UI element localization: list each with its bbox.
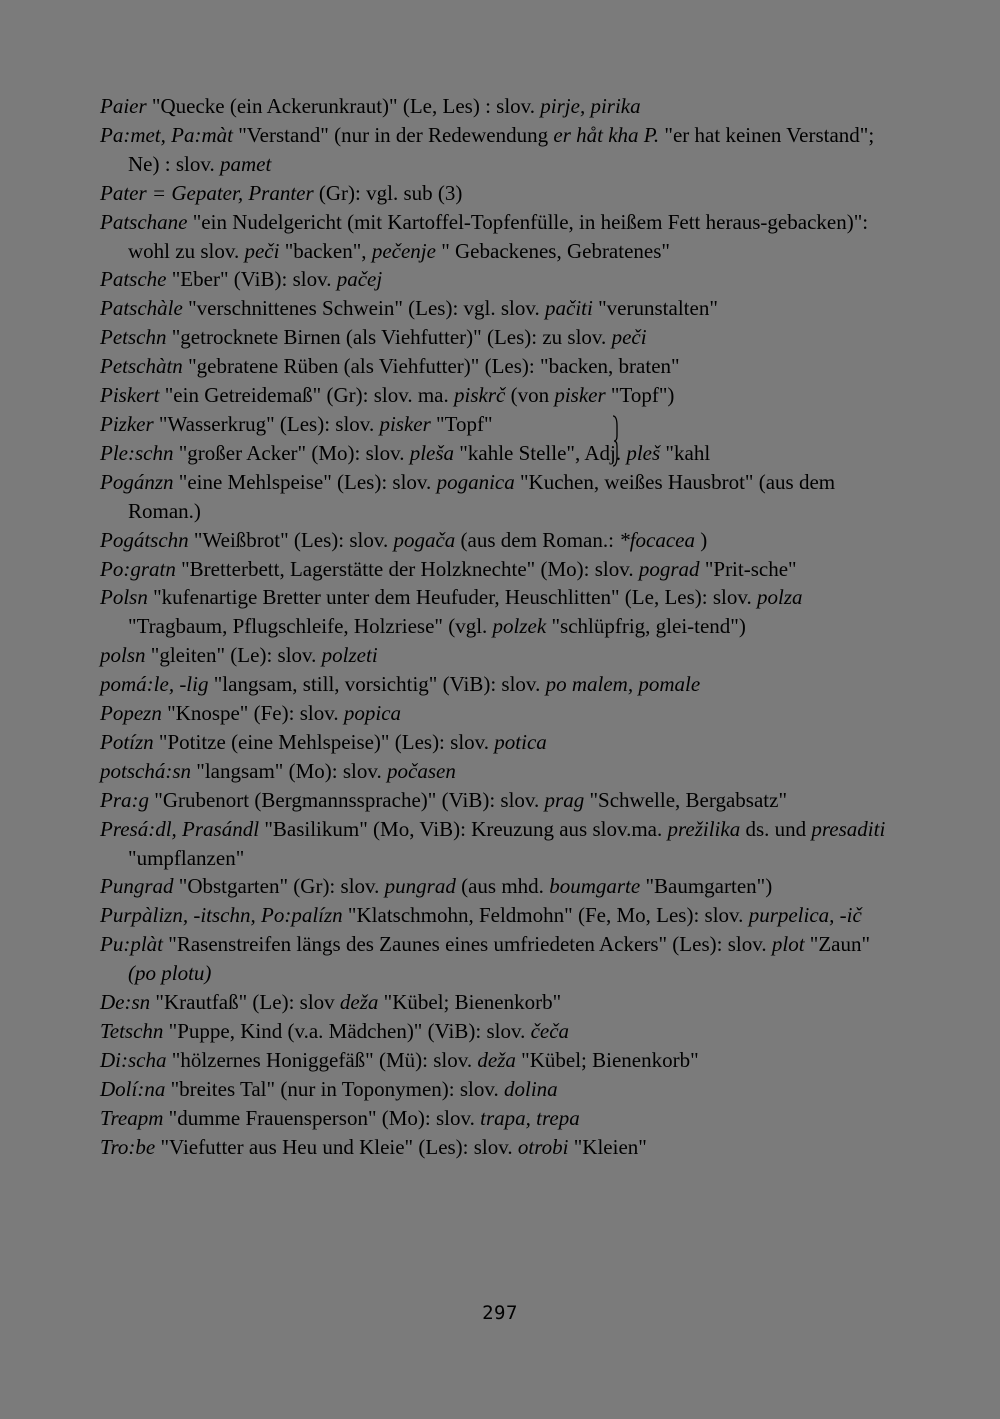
gloss-text: "Quecke (ein Ackerunkraut)" (Le, Les) : slov. xyxy=(146,94,541,118)
headword: Petschàtn xyxy=(100,354,183,379)
dictionary-entry xyxy=(100,1075,895,1104)
headword: Treapm xyxy=(100,1105,164,1130)
gloss-text: "Tragbaum, Pflugschleife, Holzriese" (vgl. xyxy=(128,614,493,639)
italic-form: počasen xyxy=(387,758,456,783)
italic-form: prag xyxy=(544,787,585,812)
gloss-text: "kufenartige Bretter unter dem Heufuder, Heuschlitten" (Le, Les): slov. xyxy=(147,585,757,610)
headword: Popezn xyxy=(100,701,162,726)
italic-form: pogača xyxy=(393,527,456,552)
italic-form: piskrč xyxy=(454,383,506,408)
gloss-text: "ein Getreidemaß" (Gr): slov. ma. xyxy=(159,383,455,408)
italic-form: purpelica, -ič xyxy=(748,903,862,928)
headword: polsn xyxy=(100,643,146,668)
gloss-text: (von xyxy=(505,383,555,408)
dictionary-entry xyxy=(100,930,895,988)
gloss-text: ds. und xyxy=(740,816,812,841)
italic-form: pisker xyxy=(379,411,431,436)
headword: Paier xyxy=(100,94,147,118)
headword: Pater = Gepater, Pranter xyxy=(100,180,314,205)
italic-form: dolina xyxy=(504,1076,558,1101)
headword: Patsche xyxy=(100,267,167,292)
headword: Di:scha xyxy=(100,1047,167,1072)
headword: Petschn xyxy=(100,325,167,350)
gloss-text: "Zaun" xyxy=(804,932,871,957)
italic-form: deža xyxy=(477,1047,516,1072)
headword: pomá:le, -lig xyxy=(100,672,209,697)
headword: Pungrad xyxy=(100,874,174,899)
dictionary-entry xyxy=(100,294,895,323)
gloss-text: "Basilikum" (Mo, ViB): Kreuzung aus slov.ma. xyxy=(259,816,668,841)
gloss-text: "schlüpfrig, glei-tend") xyxy=(546,614,746,639)
gloss-text: "kahle Stelle", Adj. xyxy=(454,440,627,465)
gloss-text: "Knospe" (Fe): slov. xyxy=(161,701,344,726)
dictionary-entry xyxy=(100,786,895,815)
italic-form: peči xyxy=(611,325,647,350)
dictionary-entry xyxy=(100,583,895,641)
dictionary-entry xyxy=(100,179,895,208)
italic-form: polzek xyxy=(492,614,547,639)
headword: Patschàle xyxy=(100,296,183,321)
headword: Patschane xyxy=(100,209,188,234)
dictionary-entry xyxy=(100,468,895,526)
gloss-text: (aus dem Roman.: xyxy=(455,527,620,552)
dictionary-entry xyxy=(100,1104,895,1133)
headword: Ple:schn xyxy=(100,440,174,465)
gloss-text: "verschnittenes Schwein" (Les): vgl. slov. xyxy=(182,296,546,321)
dictionary-entry xyxy=(100,1133,895,1162)
bracket-brace-icon xyxy=(612,414,618,468)
gloss-text: "großer Acker" (Mo): slov. xyxy=(173,440,410,465)
gloss-text: "Kübel; Bienenkorb" xyxy=(378,990,562,1015)
gloss-text: "Eber" (ViB): slov. xyxy=(166,267,337,292)
headword: Pogánzn xyxy=(100,469,174,494)
italic-form: pleš xyxy=(626,440,661,465)
italic-form: pungrad xyxy=(384,874,456,899)
italic-form: plot xyxy=(771,932,805,957)
italic-form: (po plotu) xyxy=(128,961,212,986)
gloss-text: "Krautfaß" (Le): slov xyxy=(150,990,340,1015)
gloss-text: "ein Nudelgericht (mit Kartoffel-Topfenfülle, in heißem Fett heraus-gebacken)": wohl zu slov. xyxy=(128,209,869,263)
gloss-text: "hölzernes Honiggefäß" (Mü): slov. xyxy=(166,1047,478,1072)
gloss-text: "Rasenstreifen längs des Zaunes eines umfriedeten Ackers" (Les): slov. xyxy=(163,932,772,957)
italic-form: *focacea xyxy=(619,527,695,552)
headword: Pogátschn xyxy=(100,527,189,552)
gloss-text: "Weißbrot" (Les): slov. xyxy=(188,527,394,552)
headword: Potízn xyxy=(100,729,154,754)
italic-form: po malem, pomale xyxy=(545,672,701,697)
headword: Pa:met, Pa:màt xyxy=(100,122,233,147)
italic-form: pograd xyxy=(638,556,700,581)
dictionary-entry xyxy=(100,670,895,699)
gloss-text: "Topf") xyxy=(605,383,675,408)
headword: potschá:sn xyxy=(100,758,191,783)
gloss-text: ) xyxy=(694,527,708,552)
dictionary-entry xyxy=(100,988,895,1017)
italic-form: pačiti xyxy=(545,296,593,321)
dictionary-entry xyxy=(100,555,895,584)
dictionary-entry xyxy=(100,92,895,121)
gloss-text: "Viefutter aus Heu und Kleie" (Les): slov. xyxy=(155,1134,518,1159)
italic-form: deža xyxy=(339,990,379,1015)
headword: Tro:be xyxy=(100,1134,156,1159)
dictionary-entry xyxy=(100,641,895,670)
italic-form: čeča xyxy=(530,1019,570,1043)
dictionary-entry xyxy=(100,352,895,381)
gloss-text: "kahl xyxy=(660,440,711,465)
page-number: 297 xyxy=(482,1302,518,1324)
gloss-text: "Kübel; Bienenkorb" xyxy=(515,1047,699,1072)
gloss-text: "Verstand" (nur in der Redewendung xyxy=(232,122,554,147)
gloss-text: "breites Tal" (nur in Toponymen): slov. xyxy=(165,1076,505,1101)
dictionary-entries xyxy=(100,92,895,1162)
dictionary-entry xyxy=(100,901,895,930)
italic-form: pamet xyxy=(219,151,272,176)
gloss-text: "Wasserkrug" (Les): slov. xyxy=(153,411,380,436)
gloss-text: "Bretterbett, Lagerstätte der Holzknechte" (Mo): slov. xyxy=(175,556,639,581)
headword: Piskert xyxy=(100,383,160,408)
gloss-text: "Grubenort (Bergmannssprache)" (ViB): slov. xyxy=(149,787,545,812)
gloss-text: (Gr): vgl. sub (3) xyxy=(313,180,463,205)
dictionary-entry xyxy=(100,872,895,901)
italic-form: prežilika xyxy=(667,816,741,841)
gloss-text: "gebratene Rüben (als Viehfutter)" (Les): "backen, braten" xyxy=(182,354,680,379)
dictionary-entry xyxy=(100,121,895,179)
gloss-text: "backen", xyxy=(279,238,372,263)
gloss-text: "Obstgarten" (Gr): slov. xyxy=(173,874,385,899)
italic-form: boumgarte xyxy=(549,874,641,899)
gloss-text: "Klatschmohn, Feldmohn" (Fe, Mo, Les): slov. xyxy=(342,903,749,928)
italic-form: popica xyxy=(343,701,402,726)
gloss-text: "Puppe, Kind (v.a. Mädchen)" (ViB): slov. xyxy=(163,1019,531,1043)
gloss-text: "Kuchen, weißes Hausbrot" (aus dem Roman.) xyxy=(128,469,836,523)
headword: De:sn xyxy=(100,990,151,1015)
gloss-text: "Potitze (eine Mehlspeise)" (Les): slov. xyxy=(153,729,495,754)
dictionary-entry xyxy=(100,757,895,786)
headword: Presá:dl, Prasándl xyxy=(100,816,260,841)
headword: Pizker xyxy=(100,411,154,436)
gloss-text: "verunstalten" xyxy=(592,296,718,321)
dictionary-entry xyxy=(100,439,895,468)
dictionary-entry xyxy=(100,815,895,873)
dictionary-entry xyxy=(100,728,895,757)
gloss-text: "langsam, still, vorsichtig" (ViB): slov. xyxy=(208,672,546,697)
gloss-text: "umpflanzen" xyxy=(128,845,245,870)
gloss-text: "Schwelle, Bergabsatz" xyxy=(584,787,788,812)
headword: Tetschn xyxy=(100,1019,164,1043)
italic-form: polzeti xyxy=(321,643,378,668)
headword: Dolí:na xyxy=(100,1076,166,1101)
italic-form: pačej xyxy=(336,267,383,292)
headword: Pu:plàt xyxy=(100,932,163,957)
gloss-text: "Topf" xyxy=(430,411,493,436)
dictionary-entry xyxy=(100,526,895,555)
headword: Polsn xyxy=(100,585,148,610)
italic-form: potica xyxy=(494,729,547,754)
italic-form: pisker xyxy=(554,383,606,408)
gloss-text: "getrocknete Birnen (als Viehfutter)" (Les): zu slov. xyxy=(166,325,612,350)
gloss-text: "dumme Frauensperson" (Mo): slov. xyxy=(163,1105,481,1130)
gloss-text: "Kleien" xyxy=(568,1134,647,1159)
gloss-text: "eine Mehlspeise" (Les): slov. xyxy=(173,469,437,494)
gloss-text: "Baumgarten") xyxy=(640,874,773,899)
dictionary-entry xyxy=(100,265,895,294)
italic-form: er håt kha P. xyxy=(553,122,660,147)
italic-form: pečenje xyxy=(371,238,436,263)
gloss-text: "Prit-sche" xyxy=(699,556,797,581)
headword: Purpàlizn, -itschn, Po:palízn xyxy=(100,903,343,928)
italic-form: polza xyxy=(757,585,803,610)
dictionary-entry xyxy=(100,208,895,266)
italic-form: trapa, trepa xyxy=(480,1105,580,1130)
dictionary-entry xyxy=(100,323,895,352)
dictionary-entry xyxy=(100,1017,895,1046)
dictionary-entry xyxy=(100,1046,895,1075)
gloss-text: "gleiten" (Le): slov. xyxy=(145,643,322,668)
italic-form: pleša xyxy=(409,440,455,465)
dictionary-entry xyxy=(100,699,895,728)
gloss-text: " Gebackenes, Gebratenes" xyxy=(435,238,670,263)
italic-form: poganica xyxy=(436,469,515,494)
dictionary-entry xyxy=(100,381,895,410)
italic-form: peči xyxy=(244,238,280,263)
dictionary-entry xyxy=(100,410,895,439)
gloss-text: "langsam" (Mo): slov. xyxy=(191,758,388,783)
italic-form: presaditi xyxy=(811,816,886,841)
gloss-text: "er hat keinen Verstand"; Ne) : slov. xyxy=(128,122,875,176)
headword: Po:gratn xyxy=(100,556,176,581)
headword: Pra:g xyxy=(100,787,149,812)
gloss-text: (aus mhd. xyxy=(455,874,550,899)
italic-form: otrobi xyxy=(517,1134,569,1159)
italic-form: pirje, pirika xyxy=(540,94,641,118)
